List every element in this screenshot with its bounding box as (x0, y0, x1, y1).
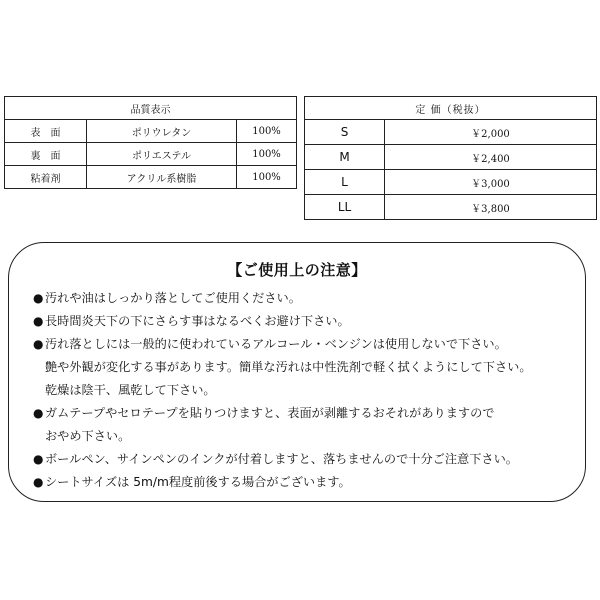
bullet-icon: ● (33, 291, 44, 305)
table-row (305, 145, 597, 170)
bullet-icon: ● (33, 406, 44, 420)
price-value: ￥3,800 (385, 195, 597, 220)
notice-box (8, 242, 586, 502)
quality-header-row (5, 97, 297, 120)
price-value: ￥2,000 (385, 120, 597, 145)
notice-text-continued: 艶や外観が変化する事があります。簡単な汚れは中性洗剤で軽く拭くようにして下さい。 (45, 360, 532, 374)
bullet-icon: ● (33, 452, 44, 466)
quality-percent: 100% (237, 120, 297, 143)
notice-text: 汚れ落としには一般的に使われているアルコール・ベンジンは使用しないで下さい。 (45, 337, 507, 351)
price-size: L (305, 170, 385, 195)
table-row (305, 195, 597, 220)
bullet-icon: ● (33, 314, 44, 328)
notice-text: 長時間炎天下の下にさらす事はなるべくお避け下さい。 (45, 314, 350, 328)
notice-text-continued: 乾燥は陰干、風乾して下さい。 (45, 383, 216, 397)
table-row (305, 170, 597, 195)
bullet-icon: ● (33, 475, 44, 489)
price-table (304, 96, 597, 220)
notice-text-continued: おやめ下さい。 (45, 429, 131, 443)
notice-text: ガムテープやセロテープを貼りつけますと、表面が剥離するおそれがありますので (45, 406, 495, 420)
list-item (33, 333, 565, 402)
table-row (5, 120, 297, 143)
table-row (5, 166, 297, 189)
quality-table (4, 96, 297, 189)
quality-material: アクリル系樹脂 (87, 166, 237, 189)
notice-text: ボールペン、サインペンのインクが付着しますと、落ちませんので十分ご注意下さい。 (45, 452, 518, 466)
quality-part: 粘着剤 (5, 166, 87, 189)
price-size: S (305, 120, 385, 145)
quality-percent: 100% (237, 143, 297, 166)
price-size: LL (305, 195, 385, 220)
notice-title: 【ご使用上の注意】 (227, 261, 367, 279)
bullet-icon: ● (33, 337, 44, 351)
price-value: ￥2,400 (385, 145, 597, 170)
notice-list (33, 287, 565, 494)
quality-title: 品質表示 (5, 97, 297, 120)
list-item (33, 448, 565, 471)
price-value: ￥3,000 (385, 170, 597, 195)
table-row (305, 120, 597, 145)
price-size: M (305, 145, 385, 170)
list-item (33, 287, 565, 310)
list-item (33, 310, 565, 333)
quality-part: 表 面 (5, 120, 87, 143)
quality-part: 裏 面 (5, 143, 87, 166)
price-title: 定 価（税抜） (305, 97, 597, 120)
quality-material: ポリエステル (87, 143, 237, 166)
list-item (33, 471, 565, 494)
price-header-row (305, 97, 597, 120)
quality-percent: 100% (237, 166, 297, 189)
table-row (5, 143, 297, 166)
list-item (33, 402, 565, 448)
notice-text: シートサイズは 5m/m程度前後する場合がございます。 (45, 475, 351, 489)
notice-text: 汚れや油はしっかり落としてご使用ください。 (45, 291, 301, 305)
quality-material: ポリウレタン (87, 120, 237, 143)
